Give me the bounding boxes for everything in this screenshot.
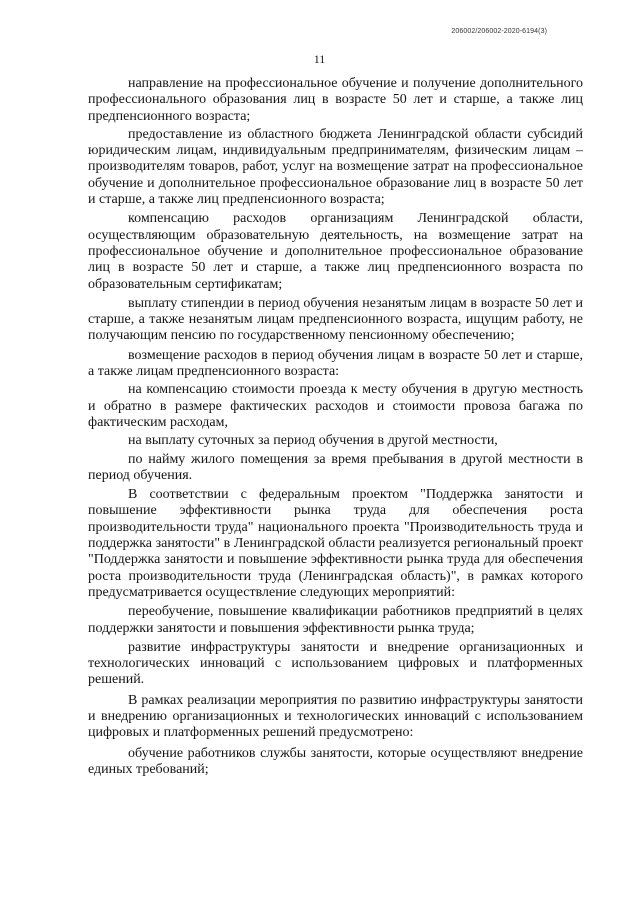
- paragraph: В рамках реализации мероприятия по развитию инфраструктуры занятости и внедрению организационных и технологических инноваций с использованием цифровых и платформенных решений предусмотрено:: [88, 692, 583, 741]
- document-id: 206002/206002-2020-6194(3): [451, 28, 547, 35]
- body-text: [88, 76, 583, 778]
- paragraph: В соответствии с федеральным проектом "Поддержка занятости и повышение эффективности рынка труда для обеспечения роста производительности труда" национального проекта "Производительность труда и поддержка занятости" в Ленинградской области реализуется региональный проект "Поддержка занятости и повышение эффективности рынка труда для обеспечения роста производительности труда (Ленинградская область)", в рамках которого предусматривается осуществление следующих мероприятий:: [88, 487, 583, 600]
- paragraph: на выплату суточных за период обучения в другой местности,: [128, 433, 498, 449]
- paragraph: обучение работников службы занятости, которые осуществляют внедрение единых требований;: [88, 745, 583, 777]
- paragraph: предоставление из областного бюджета Ленинградской области субсидий юридическим лицам, индивидуальным предпринимателям, физическим лицам – производителям товаров, работ, услуг на возмещение затрат на профессиональное обучение и дополнительное профессиональное образование лиц в возрасте 50 лет и старше, а также лиц предпенсионного возраста;: [88, 126, 583, 208]
- paragraph: по найму жилого помещения за время пребывания в другой местности в период обучения.: [88, 451, 583, 483]
- paragraph: выплату стипендии в период обучения незанятым лицам в возрасте 50 лет и старше, а также незанятым лицам предпенсионного возраста, ищущим работу, не получающим пенсию по государственному пенсионному обеспечению;: [88, 295, 583, 344]
- paragraph: развитие инфраструктуры занятости и внедрение организационных и технологических инноваций с использованием цифровых и платформенных решений.: [88, 639, 583, 688]
- paragraph: переобучение, повышение квалификации работников предприятий в целях поддержки занятости и повышения эффективности рынка труда;: [88, 604, 583, 636]
- page-number: 11: [313, 52, 326, 66]
- paragraph: направление на профессиональное обучение и получение дополнительного профессионального образования лиц в возрасте 50 лет и старше, а также лиц предпенсионного возраста;: [88, 76, 583, 124]
- paragraph: возмещение расходов в период обучения лицам в возрасте 50 лет и старше, а также лицам предпенсионного возраста:: [88, 347, 583, 380]
- paragraph: компенсацию расходов организациям Ленинградской области, осуществляющим образовательную деятельность, на возмещение затрат на профессиональное обучение и дополнительное профессиональное образование лиц в возрасте 50 лет и старше, а также лиц предпенсионного возраста по образовательным сертификатам;: [88, 211, 583, 292]
- paragraph: на компенсацию стоимости проезда к месту обучения в другую местность и обратно в размере фактических расходов и стоимости провоза багажа по фактическим расходам,: [88, 382, 583, 430]
